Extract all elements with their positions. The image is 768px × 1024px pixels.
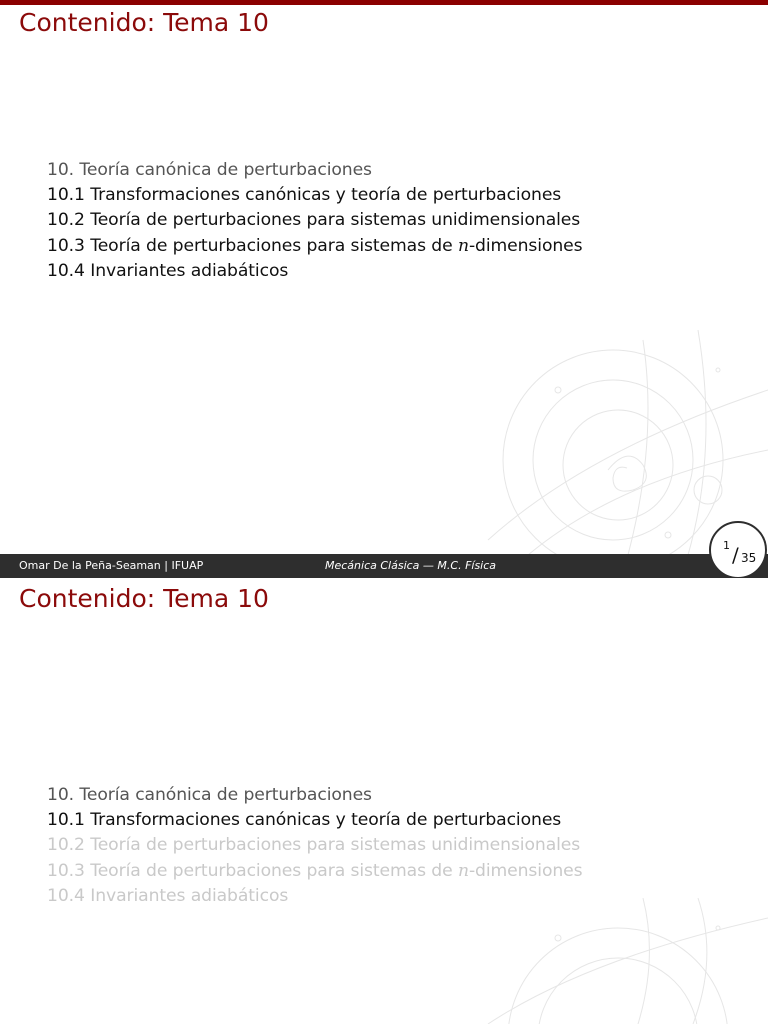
toc-item-10-4[interactable]: 10.4 Invariantes adiabáticos	[47, 885, 289, 906]
footer-author: Omar De la Peña-Seaman | IFUAP	[19, 559, 204, 572]
slide-title: Contenido: Tema 10	[19, 8, 269, 37]
page-current: 1	[723, 539, 730, 552]
top-accent-bar	[0, 0, 768, 5]
page-number-badge	[709, 521, 767, 578]
toc-item-10-3-math: n	[457, 235, 469, 256]
slide-footer	[0, 554, 768, 578]
swirl-ornament-icon	[468, 898, 768, 1024]
toc-item-10-3-text: 10.3 Teoría de perturbaciones para sistemas de	[47, 860, 458, 881]
toc-item-10-3-suffix: -dimensiones	[468, 860, 583, 881]
toc-item-10-3-math: n	[457, 860, 469, 881]
toc-chapter-heading[interactable]: 10. Teoría canónica de perturbaciones	[47, 160, 372, 180]
toc-item-10-1[interactable]: 10.1 Transformaciones canónicas y teoría de perturbaciones	[47, 810, 562, 831]
slide-2	[0, 578, 768, 1024]
footer-course: Mecánica Clásica — M.C. Física	[325, 559, 497, 572]
page-total: 35	[741, 551, 757, 565]
toc-chapter-heading[interactable]: 10. Teoría canónica de perturbaciones	[47, 785, 372, 805]
toc-item-10-1[interactable]: 10.1 Transformaciones canónicas y teoría de perturbaciones	[47, 185, 562, 206]
toc-item-10-2[interactable]: 10.2 Teoría de perturbaciones para sistemas unidimensionales	[47, 210, 581, 231]
toc-item-10-3[interactable]	[47, 859, 583, 884]
toc-list	[47, 783, 583, 909]
slide-title: Contenido: Tema 10	[19, 584, 269, 613]
swirl-ornament-icon	[468, 330, 768, 555]
toc-list	[47, 158, 583, 284]
toc-item-10-3-suffix: -dimensiones	[468, 235, 583, 256]
toc-item-10-2[interactable]: 10.2 Teoría de perturbaciones para sistemas unidimensionales	[47, 835, 581, 856]
toc-item-10-3-text: 10.3 Teoría de perturbaciones para sistemas de	[47, 235, 458, 256]
toc-item-10-4[interactable]: 10.4 Invariantes adiabáticos	[47, 260, 289, 281]
toc-item-10-3[interactable]	[47, 234, 583, 259]
page-slash-icon: /	[732, 543, 739, 567]
